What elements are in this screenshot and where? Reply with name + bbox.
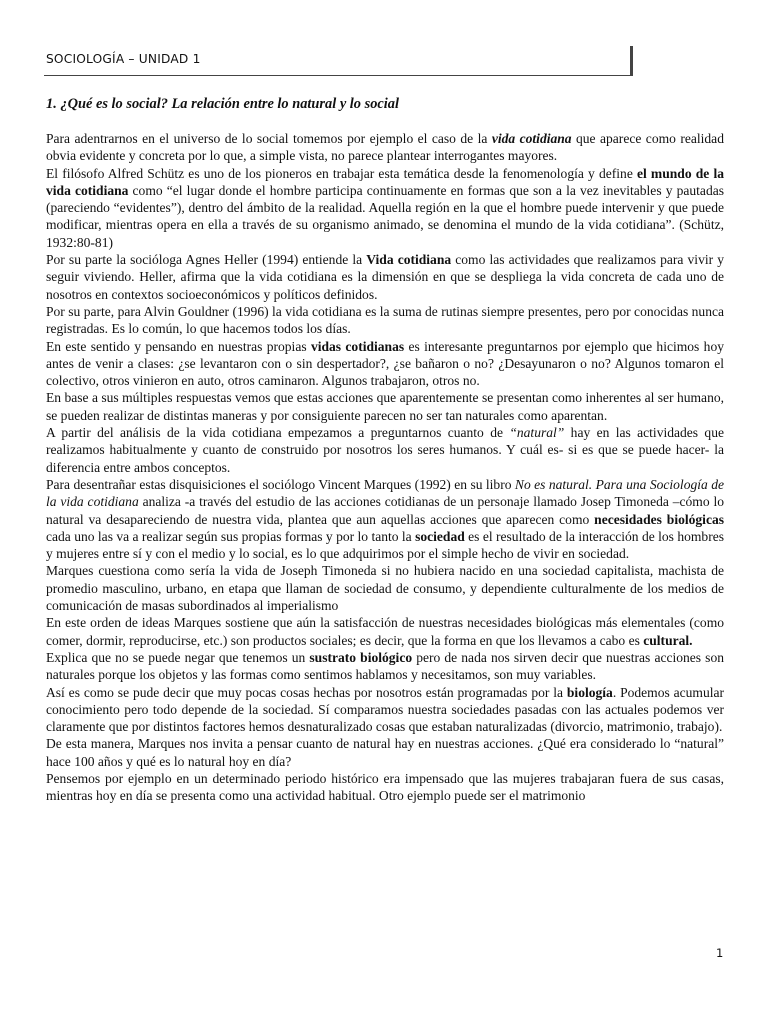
text-run: Para desentrañar estas disquisiciones el sociólogo Vincent Marques (1992) en su libro — [46, 476, 515, 492]
paragraph — [46, 424, 724, 476]
text-run: hay en las actividades que realizamos habitualmente y cuanto de construido por nosotros los seres humanos. Y cuál es- si es que se puede hacer- la diferencia entre ambos conceptos. — [46, 425, 724, 475]
text-run: En este sentido y pensando en nuestras propias — [46, 338, 311, 354]
emphasis-text: “natural” — [509, 425, 565, 441]
text-run: De esta manera, Marques nos invita a pensar cuanto de natural hay en nuestras acciones. ¿Qué era considerado lo “natural” hace 100 años y qué es lo natural hoy en día? — [46, 736, 724, 769]
emphasis-text: sustrato biológico — [309, 649, 413, 665]
header-vertical-rule — [630, 46, 633, 76]
emphasis-text: sociedad — [415, 528, 465, 544]
paragraph — [46, 251, 724, 303]
page-number: 1 — [716, 946, 724, 960]
text-run: cada uno las va a realizar según sus propias formas y por lo tanto la — [46, 528, 416, 544]
text-run: . Podemos acumular conocimiento pero todo depende de la sociedad. Sí comparamos nuestra sociedades pasadas con las actuales podemos ver claramente que por distintos factores hemos desnaturalizado cosas que estaban naturalizadas (divorcio, matrimonio, trabajo). — [46, 684, 725, 735]
paragraph — [46, 614, 724, 649]
paragraph — [46, 735, 724, 770]
text-run: Explica que no se puede negar que tenemos un — [46, 649, 310, 665]
paragraph — [46, 684, 724, 736]
text-run: El filósofo Alfred Schütz es uno de los pioneros en trabajar esta temática desde la fenomenología y define — [46, 165, 637, 181]
paragraph — [46, 338, 724, 390]
body-text — [46, 130, 724, 805]
paragraph — [46, 770, 724, 805]
emphasis-text: biología — [566, 684, 613, 700]
emphasis-text: necesidades biológicas — [594, 511, 724, 527]
text-run: En este orden de ideas Marques sostiene que aún la satisfacción de nuestras necesidades biológicas más elementales (como comer, dormir, reproducirse, etc.) son productos sociales; es decir, que la forma en que los llevamos a cabo es — [46, 615, 724, 648]
text-run: A partir del análisis de la vida cotidiana empezamos a preguntarnos cuanto de — [46, 425, 510, 441]
running-header: SOCIOLOGÍA – UNIDAD 1 — [46, 52, 201, 66]
text-run: Por su parte, para Alvin Gouldner (1996) la vida cotidiana es la suma de rutinas siempre presentes, pero por conocidas nunca registradas. Es lo común, lo que hacemos todos los días. — [46, 303, 724, 337]
text-run: que aparece como realidad obvia evidente y concreta por lo que, a simple vista, no parece plantear interrogantes mayores. — [46, 131, 724, 164]
text-run: como “el lugar donde el hombre participa continuamente en formas que son a la vez inevitables y pautadas (pareciendo “evidentes”), dentro del ámbito de la realidad. Aquella región en la que el hombre puede intervenir y que puede modificar, mientras opera en ella a través de su organismo animado, se denomina el mundo de la vida cotidiana”. (Schütz, 1932:80-81) — [46, 182, 725, 250]
text-run: Por su parte la socióloga Agnes Heller (1994) entiende la — [46, 252, 367, 268]
paragraph — [46, 165, 724, 251]
header-rule — [44, 75, 632, 76]
text-run: Marques cuestiona como sería la vida de Joseph Timoneda si no hubiera nacido en una sociedad capitalista, machista de promedio masculino, urbano, en etapa que llaman de sociedad de consumo, y dependiente culturalmente de los medios de comunicación de masas subordinados al imperialismo — [46, 563, 724, 614]
text-run: analiza -a través del estudio de las acciones cotidianas de un personaje llamado Josep Timoneda –cómo lo natural va desapareciendo de nuestra vida, plantea que aun aquellas acciones que aparecen como — [46, 494, 724, 527]
text-run: es el resultado de la interacción de los hombres y mujeres entre sí y con el medio y lo social, es lo que adquirimos por el simple hecho de vivir en sociedad. — [46, 528, 724, 562]
paragraph — [46, 303, 724, 338]
emphasis-text: vida cotidiana — [491, 131, 572, 146]
text-run: es interesante preguntarnos por ejemplo que hicimos hoy antes de venir a clases: ¿se levantaron con o sin despertador?, ¿se bañaron o no? ¿Desayunaron o no? Algunos tomaron el colectivo, otros vinieron en auto, otros caminaron. Algunos trabajaron, otros no. — [46, 338, 724, 389]
paragraph — [46, 130, 724, 165]
paragraph — [46, 389, 724, 424]
emphasis-text: vidas cotidianas — [310, 338, 405, 354]
paragraph — [46, 476, 724, 562]
emphasis-text: el mundo de la vida cotidiana — [46, 165, 725, 198]
paragraph — [46, 562, 724, 614]
paragraph — [46, 649, 724, 684]
emphasis-text: cultural. — [643, 632, 693, 648]
text-run: Pensemos por ejemplo en un determinado periodo histórico era impensado que las mujeres trabajaran fuera de sus casas, mientras hoy en día se presenta como una actividad habitual. Otro ejemplo puede ser el matrimonio — [46, 770, 724, 804]
text-run: como las actividades que realizamos para vivir y seguir viviendo. Heller, afirma que la vida cotidiana es la dimensión en que se despliega la vida concreta de cada uno de nosotros en contextos socioeconómicos y políticos definidos. — [46, 252, 724, 302]
emphasis-text: Vida cotidiana — [366, 252, 452, 268]
text-run: Así es como se pude decir que muy pocas cosas hechas por nosotros están programadas por la — [46, 684, 567, 700]
text-run: En base a sus múltiples respuestas vemos que estas acciones que aparentemente se presentan como inherentes al ser humano, se pueden realizar de distintas maneras y por consiguiente parecen no ser tan naturales como aparentan. — [46, 390, 724, 423]
text-run: Para adentrarnos en el universo de lo social tomemos por ejemplo el caso de la — [46, 131, 492, 146]
text-run: pero de nada nos sirven decir que nuestras acciones son naturales porque los objetos y las formas como sentimos hablamos y necesitamos, son muy variables. — [46, 649, 724, 683]
section-heading: 1. ¿Qué es lo social? La relación entre lo natural y lo social — [46, 96, 399, 112]
emphasis-text: No es natural. Para una Sociología de la vida cotidiana — [46, 476, 724, 510]
